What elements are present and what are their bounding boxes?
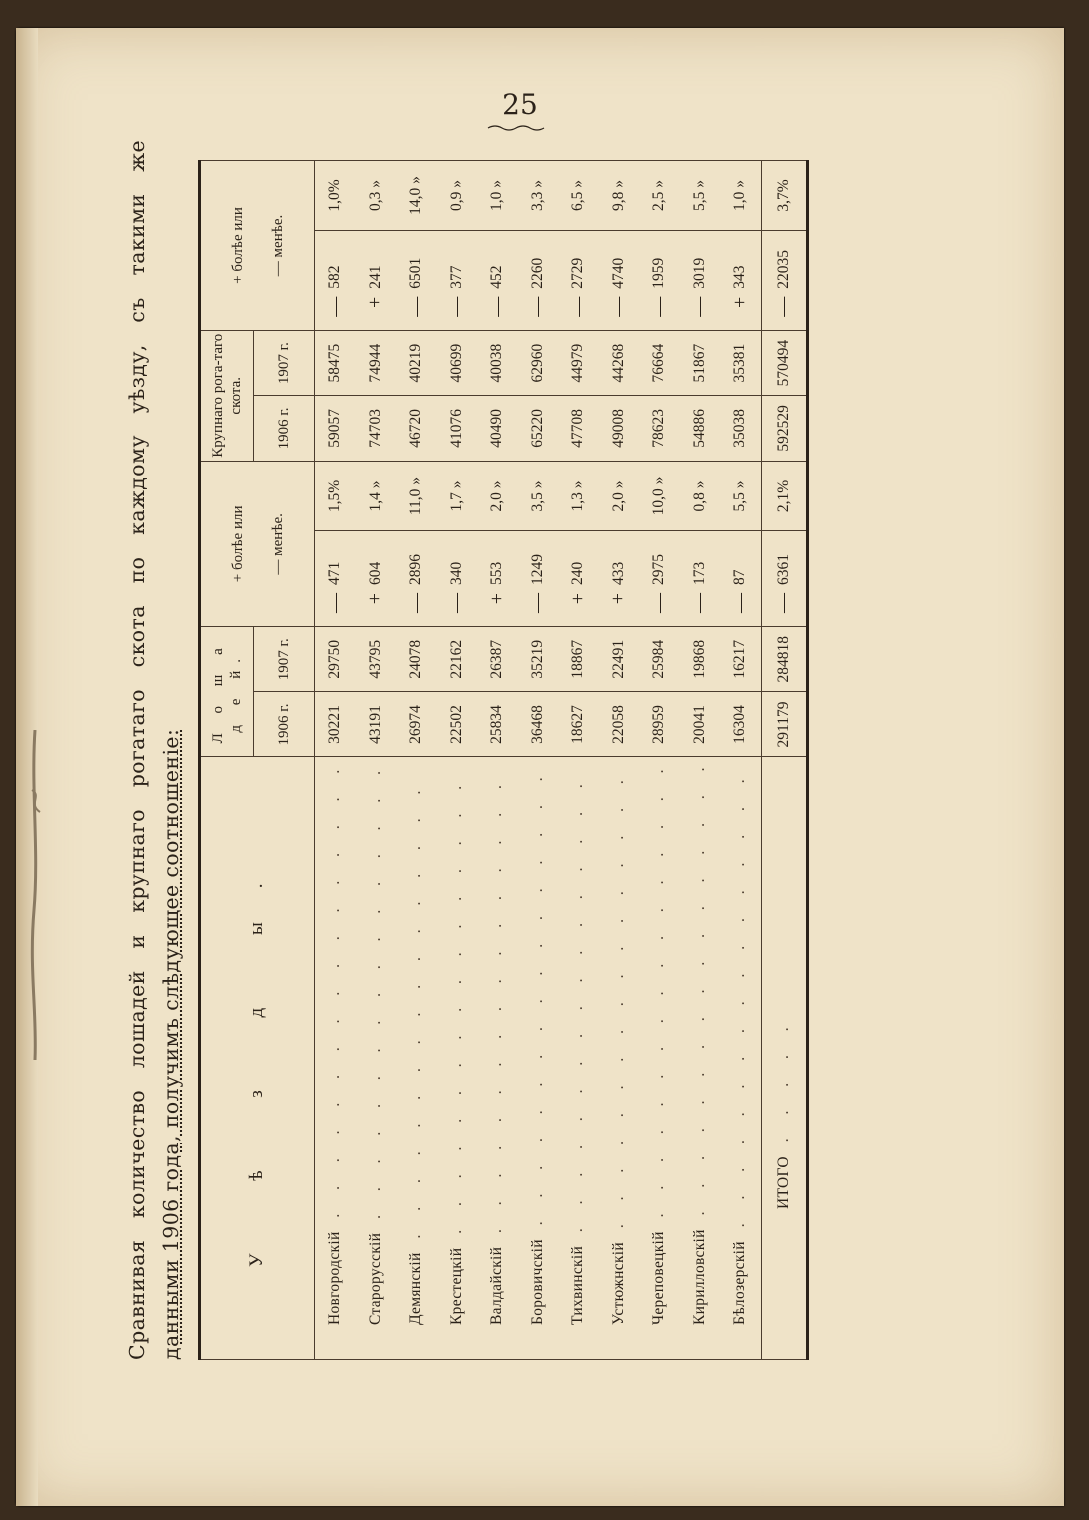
table-row (680, 161, 721, 1360)
horses-diff-cell: 6361 (761, 531, 807, 589)
horses-diff-cell: 604 (356, 531, 397, 589)
horses-1907-cell: 19868 (680, 627, 721, 692)
header-uezdy-label: У ѣ з д ы. (246, 849, 267, 1267)
horses-sign-cell: — (396, 589, 437, 627)
horses-diff-cell: 340 (437, 531, 478, 589)
leader-dots: . . . . . . . . . . . . . . . . . (447, 775, 465, 1248)
horses-percent-cell: 0,8 » (680, 461, 721, 531)
table-row (639, 161, 680, 1360)
horses-percent-cell: 1,4 » (356, 461, 397, 531)
cattle-diff-cell: 3019 (680, 230, 721, 292)
horses-sign-cell: + (558, 589, 599, 627)
district-name: Тихвинскій (569, 1245, 587, 1325)
header-horses-1906: 1906 г. (254, 692, 315, 757)
table-body (315, 161, 808, 1360)
cattle-diff-cell: 452 (477, 230, 518, 292)
cattle-percent-cell: 5,5 » (680, 161, 721, 231)
header-horses-1907: 1907 г. (254, 627, 315, 692)
district-name-cell (680, 757, 721, 1360)
table-row (518, 161, 559, 1360)
cattle-sign-cell: + (720, 293, 761, 331)
intro-paragraph (120, 140, 188, 1360)
district-name: Валдайскій (488, 1246, 506, 1325)
horses-1907-cell: 284818 (761, 627, 807, 692)
cattle-sign-cell: — (558, 293, 599, 331)
district-name-cell (396, 757, 437, 1360)
horses-percent-cell: 11,0 » (396, 461, 437, 531)
cattle-1907-cell: 44979 (558, 330, 599, 395)
horses-diff-cell: 471 (315, 531, 356, 589)
horses-percent-cell: 1,3 » (558, 461, 599, 531)
cattle-1907-cell: 76664 (639, 330, 680, 395)
horses-sign-cell: — (761, 589, 807, 627)
horses-1906-cell: 36468 (518, 692, 559, 757)
district-name: Демянскій (407, 1252, 425, 1325)
cattle-diff-cell: 2729 (558, 230, 599, 292)
horses-1906-cell: 25834 (477, 692, 518, 757)
binding-string (28, 730, 42, 1060)
cattle-1906-cell: 46720 (396, 396, 437, 461)
cattle-1906-cell: 35038 (720, 396, 761, 461)
leader-dots: . . . . . . . . . . . . . . . . . (569, 774, 587, 1246)
horses-1907-cell: 22162 (437, 627, 478, 692)
horses-1907-cell: 26387 (477, 627, 518, 692)
header-horses-diff (200, 461, 315, 627)
cattle-1906-cell: 47708 (558, 396, 599, 461)
page-number: 25 (502, 88, 538, 121)
leader-dots: . . . . . . . . . . . . . . . . . (407, 780, 425, 1253)
horses-1906-cell: 30221 (315, 692, 356, 757)
leader-dots: . . . . . . . . . . . . . . . . . (690, 757, 708, 1230)
cattle-sign-cell: — (761, 293, 807, 331)
horses-percent-cell: 3,5 » (518, 461, 559, 531)
cattle-diff-cell: 343 (720, 230, 761, 292)
horses-diff-cell: 87 (720, 531, 761, 589)
district-name: Старорусскій (366, 1232, 384, 1325)
horses-1906-cell: 18627 (558, 692, 599, 757)
horses-percent-cell: 10,0 » (639, 461, 680, 531)
cattle-1907-cell: 62960 (518, 330, 559, 395)
cattle-1906-cell: 65220 (518, 396, 559, 461)
horses-diff-cell: 2975 (639, 531, 680, 589)
horses-1906-cell: 22502 (437, 692, 478, 757)
district-name: Череповецкій (650, 1231, 668, 1325)
horses-1906-cell: 22058 (599, 692, 640, 757)
table-row (599, 161, 640, 1360)
district-name: Новгородскій (326, 1231, 344, 1325)
leader-dots: . . . . . (774, 1017, 792, 1157)
district-name-cell (720, 757, 761, 1360)
table-row (356, 161, 397, 1360)
livestock-table (198, 160, 809, 1360)
leader-dots: . . . . . . . . . . . . . . . . . (366, 760, 384, 1233)
horses-1907-cell: 22491 (599, 627, 640, 692)
table-row (720, 161, 761, 1360)
horses-1907-cell: 25984 (639, 627, 680, 692)
cattle-sign-cell: — (599, 293, 640, 331)
horses-sign-cell: — (518, 589, 559, 627)
rotated-content (120, 130, 900, 1360)
horses-sign-cell: + (356, 589, 397, 627)
horses-percent-cell: 5,5 » (720, 461, 761, 531)
cattle-1907-cell: 51867 (680, 330, 721, 395)
cattle-1906-cell: 41076 (437, 396, 478, 461)
horses-percent-cell: 1,5% (315, 461, 356, 531)
district-name-cell (599, 757, 640, 1360)
cattle-1906-cell: 54886 (680, 396, 721, 461)
cattle-sign-cell: — (639, 293, 680, 331)
cattle-sign-cell: — (315, 293, 356, 331)
district-name: Боровичскій (528, 1239, 546, 1325)
cattle-1907-cell: 35381 (720, 330, 761, 395)
horses-1907-cell: 18867 (558, 627, 599, 692)
cattle-1907-cell: 58475 (315, 330, 356, 395)
total-label: ИТОГО (774, 1156, 792, 1209)
cattle-1906-cell: 59057 (315, 396, 356, 461)
cattle-1906-cell: 49008 (599, 396, 640, 461)
horses-1907-cell: 35219 (518, 627, 559, 692)
cattle-1907-cell: 44268 (599, 330, 640, 395)
header-cattle-diff (200, 161, 315, 331)
table-row (477, 161, 518, 1360)
horses-diff-cell: 2896 (396, 531, 437, 589)
horses-diff-cell: 240 (558, 531, 599, 589)
header-cattle-1907: 1907 г. (254, 330, 315, 395)
header-horses-diff-bottom: — менѣе. (269, 513, 286, 575)
leader-dots: . . . . . . . . . . . . . . . . . (528, 767, 546, 1240)
horses-sign-cell: + (599, 589, 640, 627)
cattle-diff-cell: 1959 (639, 230, 680, 292)
header-cattle-diff-top: + болѣе или (229, 207, 246, 284)
leader-dots: . . . . . . . . . . . . . . . . . (326, 759, 344, 1232)
cattle-percent-cell: 9,8 » (599, 161, 640, 231)
district-name: Бѣлозерскій (731, 1241, 749, 1325)
horses-percent-cell: 1,7 » (437, 461, 478, 531)
cattle-diff-cell: 6501 (396, 230, 437, 292)
leader-dots: . . . . . . . . . . . . . . . . . (609, 770, 627, 1243)
cattle-percent-cell: 3,3 » (518, 161, 559, 231)
cattle-percent-cell: 1,0 » (477, 161, 518, 231)
horses-1906-cell: 26974 (396, 692, 437, 757)
horses-1907-cell: 29750 (315, 627, 356, 692)
header-cattle: Крупнаго рога-таго скота. (200, 330, 254, 461)
cattle-percent-cell: 3,7% (761, 161, 807, 231)
horses-1907-cell: 24078 (396, 627, 437, 692)
cattle-percent-cell: 6,5 » (558, 161, 599, 231)
cattle-percent-cell: 2,5 » (639, 161, 680, 231)
cattle-diff-cell: 22035 (761, 230, 807, 292)
cattle-sign-cell: — (680, 293, 721, 331)
cattle-1906-cell: 78623 (639, 396, 680, 461)
table-head (200, 161, 315, 1360)
district-name-cell (477, 757, 518, 1360)
district-name-cell (761, 757, 807, 1360)
horses-sign-cell: — (437, 589, 478, 627)
cattle-diff-cell: 241 (356, 230, 397, 292)
table-row (558, 161, 599, 1360)
horses-sign-cell: — (639, 589, 680, 627)
horses-1906-cell: 291179 (761, 692, 807, 757)
cattle-percent-cell: 1,0 » (720, 161, 761, 231)
cattle-sign-cell: — (518, 293, 559, 331)
cattle-sign-cell: + (356, 293, 397, 331)
intro-line-1: Сравнивая количество лошадей и крупнаго рогатаго скота по каждому уѣзду, съ такими же (125, 140, 149, 1360)
table-row (437, 161, 478, 1360)
district-name-cell (437, 757, 478, 1360)
horses-1906-cell: 28959 (639, 692, 680, 757)
header-uezdy (200, 757, 315, 1360)
leader-dots: . . . . . . . . . . . . . . . . . (650, 759, 668, 1232)
leader-dots: . . . . . . . . . . . . . . . . . (488, 775, 506, 1247)
district-name-cell (518, 757, 559, 1360)
horses-percent-cell: 2,1% (761, 461, 807, 531)
horses-sign-cell: — (315, 589, 356, 627)
cattle-diff-cell: 377 (437, 230, 478, 292)
horses-diff-cell: 433 (599, 531, 640, 589)
cattle-diff-cell: 582 (315, 230, 356, 292)
cattle-diff-cell: 2260 (518, 230, 559, 292)
header-horses-diff-top: + болѣе или (229, 505, 246, 583)
cattle-percent-cell: 14,0 » (396, 161, 437, 231)
cattle-1906-cell: 592529 (761, 396, 807, 461)
header-cattle-1906: 1906 г. (254, 396, 315, 461)
horses-diff-cell: 1249 (518, 531, 559, 589)
header-horses: Л о ш а д е й. (200, 627, 254, 757)
district-name: Устюжнскій (609, 1242, 627, 1325)
district-name-cell (639, 757, 680, 1360)
horses-1907-cell: 43795 (356, 627, 397, 692)
cattle-sign-cell: — (437, 293, 478, 331)
header-cattle-diff-bottom: — менѣе. (269, 214, 286, 277)
cattle-1907-cell: 40038 (477, 330, 518, 395)
horses-sign-cell: + (477, 589, 518, 627)
horses-diff-cell: 553 (477, 531, 518, 589)
cattle-percent-cell: 1,0% (315, 161, 356, 231)
horses-sign-cell: — (720, 589, 761, 627)
cattle-sign-cell: — (396, 293, 437, 331)
horses-percent-cell: 2,0 » (477, 461, 518, 531)
horses-sign-cell: — (680, 589, 721, 627)
total-row (761, 161, 807, 1360)
cattle-diff-cell: 4740 (599, 230, 640, 292)
cattle-1906-cell: 74703 (356, 396, 397, 461)
cattle-1906-cell: 40490 (477, 396, 518, 461)
district-name: Кирилловскій (690, 1229, 708, 1325)
cattle-1907-cell: 570494 (761, 330, 807, 395)
cattle-percent-cell: 0,3 » (356, 161, 397, 231)
intro-line-2: данными 1906 года, получимъ слѣдующее соотношеніе: (159, 728, 183, 1360)
horses-1906-cell: 20041 (680, 692, 721, 757)
cattle-percent-cell: 0,9 » (437, 161, 478, 231)
horses-1906-cell: 16304 (720, 692, 761, 757)
district-name-cell (315, 757, 356, 1360)
horses-diff-cell: 173 (680, 531, 721, 589)
cattle-1907-cell: 74944 (356, 330, 397, 395)
cattle-1907-cell: 40219 (396, 330, 437, 395)
district-name: Крестецкій (447, 1247, 465, 1325)
table-row (396, 161, 437, 1360)
district-name-cell (356, 757, 397, 1360)
leader-dots: . . . . . . . . . . . . . . . . . (731, 769, 749, 1242)
cattle-sign-cell: — (477, 293, 518, 331)
horses-1907-cell: 16217 (720, 627, 761, 692)
district-name-cell (558, 757, 599, 1360)
cattle-1907-cell: 40699 (437, 330, 478, 395)
horses-percent-cell: 2,0 » (599, 461, 640, 531)
table-row (315, 161, 356, 1360)
horses-1906-cell: 43191 (356, 692, 397, 757)
